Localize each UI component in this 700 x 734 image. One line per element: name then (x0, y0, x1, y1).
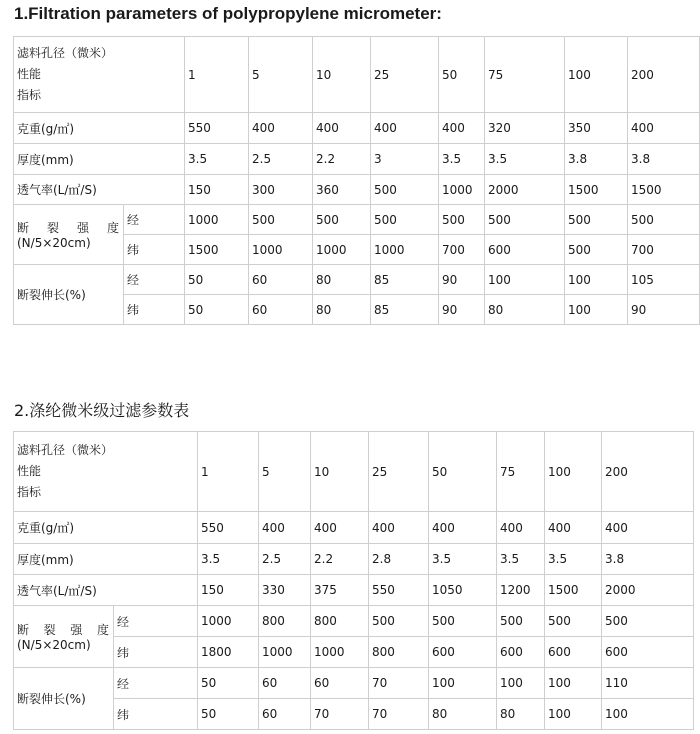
table-cell: 80 (485, 295, 565, 325)
table-row (14, 606, 694, 637)
table-cell: 1500 (545, 575, 602, 606)
table-cell: 2.2 (313, 144, 371, 175)
table-row (14, 205, 700, 235)
table-cell: 3 (371, 144, 439, 175)
table-cell: 3.5 (439, 144, 485, 175)
section-title-polypropylene: 1.Filtration parameters of polypropylene micrometer: (14, 4, 442, 23)
table-cell: 60 (311, 668, 369, 699)
table-cell: 90 (628, 295, 700, 325)
table-row (14, 544, 694, 575)
table-cell: 70 (369, 668, 429, 699)
table-cell: 3.8 (628, 144, 700, 175)
table-cell: 600 (545, 637, 602, 668)
table-cell: 500 (439, 205, 485, 235)
table-cell: 400 (369, 512, 429, 544)
row-label: 厚度(mm) (14, 144, 185, 175)
strength-unit: (N/5×20cm) (17, 236, 91, 250)
pore-size-cell: 100 (545, 432, 602, 512)
table-cell: 150 (198, 575, 259, 606)
table-cell: 2000 (485, 175, 565, 205)
table-cell: 1500 (565, 175, 628, 205)
table-row (14, 265, 700, 295)
table-cell: 1500 (185, 235, 249, 265)
table-cell: 500 (371, 205, 439, 235)
table-cell: 400 (497, 512, 545, 544)
table-cell: 800 (259, 606, 311, 637)
table-cell: 2.5 (249, 144, 313, 175)
row-label: 断裂伸长(%) (14, 265, 124, 325)
table-cell: 100 (485, 265, 565, 295)
table-cell: 1000 (185, 205, 249, 235)
pore-size-cell: 100 (565, 37, 628, 113)
table-cell: 500 (545, 606, 602, 637)
table-cell: 400 (545, 512, 602, 544)
table-cell: 80 (313, 265, 371, 295)
pore-size-cell: 10 (313, 37, 371, 113)
table-cell: 110 (602, 668, 694, 699)
header-label-cell: 滤料孔径（微米） 性能 指标 (14, 37, 185, 113)
table-cell: 600 (429, 637, 497, 668)
table-cell: 2.8 (369, 544, 429, 575)
table-cell: 1050 (429, 575, 497, 606)
pore-size-cell: 25 (371, 37, 439, 113)
header-row (14, 37, 700, 113)
table-cell: 500 (371, 175, 439, 205)
row-label: 透气率(L/㎡/S) (14, 575, 198, 606)
table-cell: 400 (313, 113, 371, 144)
table-cell: 800 (311, 606, 369, 637)
row-label: 透气率(L/㎡/S) (14, 175, 185, 205)
table-row (14, 113, 700, 144)
table-row (14, 512, 694, 544)
table-cell: 300 (249, 175, 313, 205)
table-cell: 2.5 (259, 544, 311, 575)
pore-size-cell: 1 (185, 37, 249, 113)
warp-label: 经 (124, 205, 185, 235)
table-cell: 1800 (198, 637, 259, 668)
table-cell: 1000 (249, 235, 313, 265)
table-row (14, 575, 694, 606)
table-cell: 1000 (439, 175, 485, 205)
weft-label: 纬 (124, 295, 185, 325)
table-cell: 90 (439, 265, 485, 295)
table-cell: 100 (565, 265, 628, 295)
row-label-strength (14, 606, 114, 668)
table-cell: 550 (185, 113, 249, 144)
table-cell: 3.5 (429, 544, 497, 575)
table-cell: 550 (198, 512, 259, 544)
table-cell: 500 (249, 205, 313, 235)
table-row (14, 668, 694, 699)
table-row (14, 144, 700, 175)
pore-size-cell: 200 (602, 432, 694, 512)
table-cell: 80 (429, 699, 497, 730)
table-cell: 3.5 (497, 544, 545, 575)
table-cell: 500 (313, 205, 371, 235)
table-cell: 600 (497, 637, 545, 668)
row-label: 断裂伸长(%) (14, 668, 114, 730)
table-cell: 500 (369, 606, 429, 637)
table-cell: 3.5 (545, 544, 602, 575)
table-cell: 500 (429, 606, 497, 637)
table-cell: 500 (602, 606, 694, 637)
table-cell: 2000 (602, 575, 694, 606)
strength-label-spaced: 断 裂 强 度 (17, 221, 119, 235)
pore-size-cell: 50 (439, 37, 485, 113)
row-label: 克重(g/㎡) (14, 113, 185, 144)
table-cell: 1000 (311, 637, 369, 668)
table-row (14, 175, 700, 205)
table-cell: 60 (249, 265, 313, 295)
table-cell: 800 (369, 637, 429, 668)
table-cell: 330 (259, 575, 311, 606)
table-cell: 500 (497, 606, 545, 637)
table-cell: 85 (371, 295, 439, 325)
pore-size-cell: 200 (628, 37, 700, 113)
table-cell: 1000 (371, 235, 439, 265)
warp-label: 经 (114, 668, 198, 699)
pore-size-cell: 75 (497, 432, 545, 512)
table-cell: 400 (439, 113, 485, 144)
header-row (14, 432, 694, 512)
pore-size-cell: 5 (259, 432, 311, 512)
table-cell: 500 (628, 205, 700, 235)
header-label-cell: 滤料孔径（微米） 性能 指标 (14, 432, 198, 512)
table-cell: 60 (259, 668, 311, 699)
table-cell: 150 (185, 175, 249, 205)
pore-size-cell: 10 (311, 432, 369, 512)
table-cell: 80 (497, 699, 545, 730)
row-label-strength (14, 205, 124, 265)
polyester-filtration-table (13, 431, 694, 730)
weft-label: 纬 (124, 235, 185, 265)
table-cell: 60 (249, 295, 313, 325)
table-cell: 600 (602, 637, 694, 668)
table-row (14, 637, 694, 668)
table-cell: 400 (429, 512, 497, 544)
table-cell: 700 (439, 235, 485, 265)
table-cell: 360 (313, 175, 371, 205)
table-cell: 100 (565, 295, 628, 325)
table-cell: 3.5 (198, 544, 259, 575)
table-cell: 400 (259, 512, 311, 544)
table-cell: 1000 (259, 637, 311, 668)
table-cell: 100 (602, 699, 694, 730)
pore-size-cell: 25 (369, 432, 429, 512)
polypropylene-filtration-table (13, 36, 700, 325)
row-label: 厚度(mm) (14, 544, 198, 575)
warp-label: 经 (114, 606, 198, 637)
section-title-polyester: 2.涤纶微米级过滤参数表 (14, 401, 190, 420)
table-cell: 1200 (497, 575, 545, 606)
table-cell: 1000 (313, 235, 371, 265)
table-cell: 3.8 (602, 544, 694, 575)
table-cell: 600 (485, 235, 565, 265)
table-cell: 50 (185, 265, 249, 295)
table-cell: 550 (369, 575, 429, 606)
table-cell: 60 (259, 699, 311, 730)
table-cell: 100 (429, 668, 497, 699)
table-cell: 400 (628, 113, 700, 144)
table-cell: 400 (311, 512, 369, 544)
table-cell: 1500 (628, 175, 700, 205)
table-cell: 375 (311, 575, 369, 606)
table-cell: 50 (198, 668, 259, 699)
weft-label: 纬 (114, 699, 198, 730)
table-cell: 400 (371, 113, 439, 144)
table-cell: 100 (545, 668, 602, 699)
table-cell: 80 (313, 295, 371, 325)
pore-size-cell: 5 (249, 37, 313, 113)
table-row (14, 699, 694, 730)
table-cell: 350 (565, 113, 628, 144)
table-cell: 70 (311, 699, 369, 730)
table-cell: 70 (369, 699, 429, 730)
table-cell: 2.2 (311, 544, 369, 575)
table-cell: 3.5 (185, 144, 249, 175)
table-cell: 400 (602, 512, 694, 544)
table-cell: 50 (198, 699, 259, 730)
warp-label: 经 (124, 265, 185, 295)
strength-unit: (N/5×20cm) (17, 638, 91, 652)
table-cell: 1000 (198, 606, 259, 637)
table-cell: 500 (565, 205, 628, 235)
strength-label-spaced: 断 裂 强 度 (17, 623, 109, 637)
weft-label: 纬 (114, 637, 198, 668)
table-cell: 3.5 (485, 144, 565, 175)
table-cell: 85 (371, 265, 439, 295)
table-cell: 100 (545, 699, 602, 730)
table-cell: 700 (628, 235, 700, 265)
table-cell: 105 (628, 265, 700, 295)
table-cell: 3.8 (565, 144, 628, 175)
table-cell: 320 (485, 113, 565, 144)
table-cell: 90 (439, 295, 485, 325)
table-cell: 400 (249, 113, 313, 144)
table-cell: 500 (485, 205, 565, 235)
table-cell: 50 (185, 295, 249, 325)
table-cell: 100 (497, 668, 545, 699)
pore-size-cell: 75 (485, 37, 565, 113)
pore-size-cell: 50 (429, 432, 497, 512)
table-cell: 500 (565, 235, 628, 265)
row-label: 克重(g/㎡) (14, 512, 198, 544)
pore-size-cell: 1 (198, 432, 259, 512)
